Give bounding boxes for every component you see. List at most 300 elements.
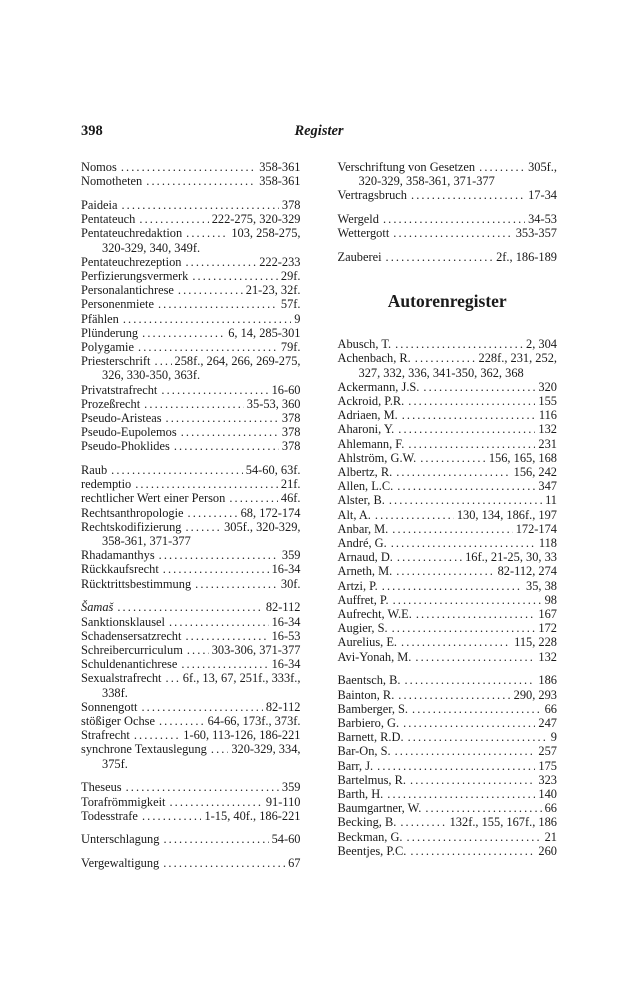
right-column [338, 160, 558, 880]
dot-leader [415, 650, 535, 664]
index-entry [81, 477, 301, 491]
index-entry [338, 815, 558, 829]
entry-pages: 320 [538, 379, 557, 394]
entry-term: Raub [81, 463, 108, 478]
entry-continuation: 326, 330-350, 363f. [102, 368, 201, 383]
entry-term: Torafrömmigkeit [81, 794, 166, 809]
entry-term: Bamberger, S. [337, 701, 409, 716]
index-entry [338, 673, 558, 687]
entry-pages: 64-66, 173f., 373f. [207, 714, 301, 729]
entry-pages: 175 [538, 758, 557, 773]
dot-leader [412, 702, 542, 716]
dot-leader [408, 730, 548, 744]
entry-term: Plünderung [81, 325, 139, 340]
dot-leader [117, 600, 262, 614]
index-entry [338, 579, 558, 593]
entry-term: Unterschlagung [81, 832, 160, 847]
entry-term: Nomos [81, 160, 117, 174]
dot-leader [479, 160, 525, 174]
index-entry [81, 255, 301, 269]
entry-pages: 132 [538, 649, 557, 664]
index-group [338, 160, 558, 203]
dot-leader [408, 394, 535, 408]
entry-term: Ackermann, J.S. [337, 379, 420, 394]
entry-pages: 103, 258-275, [231, 226, 301, 241]
dot-leader [161, 383, 268, 397]
entry-pages: 378 [281, 425, 301, 440]
index-entry [81, 728, 301, 742]
entry-pages: 359 [281, 548, 301, 563]
entry-term: Priesterschrift [81, 354, 151, 369]
entry-term: Abusch, T. [337, 337, 392, 352]
entry-term: Zauberei [337, 250, 382, 265]
entry-term: Alt, A. [337, 507, 371, 522]
index-entry [81, 562, 301, 576]
entry-pages: 290, 293 [513, 687, 557, 702]
entry-term: Strafrecht [81, 728, 130, 743]
dot-leader [155, 354, 172, 368]
entry-pages: 323 [538, 772, 557, 787]
entry-pages: 257 [538, 744, 557, 759]
entry-pages: 30f. [280, 576, 301, 591]
entry-pages: 6f., 13, 67, 251f., 333f., [182, 671, 301, 686]
entry-term: rechtlicher Wert einer Person [81, 491, 226, 506]
entry-term: Schadensersatzrecht [81, 628, 182, 643]
entry-continuation: 375f. [102, 756, 128, 771]
entry-term: Rücktrittsbestimmung [81, 576, 192, 591]
index-entry [81, 700, 301, 714]
entry-pages: 222-275, 320-329 [211, 212, 301, 227]
entry-term: Todesstrafe [81, 808, 138, 823]
index-entry [81, 657, 301, 671]
dot-leader [138, 340, 278, 354]
entry-pages: 186 [538, 673, 557, 688]
entry-term: Arneth, M. [337, 564, 393, 579]
index-entry [81, 312, 301, 326]
entry-pages: 17-34 [528, 188, 557, 203]
entry-term: Ahlemann, F. [337, 436, 405, 451]
dot-leader [383, 212, 525, 226]
index-entry [81, 714, 301, 728]
entry-term: Alster, B. [337, 493, 385, 508]
entry-pages: 35-53, 360 [246, 396, 301, 411]
dot-leader [185, 629, 268, 643]
dot-leader [188, 506, 238, 520]
dot-leader [111, 463, 243, 477]
dot-leader [420, 451, 486, 465]
entry-term: Avi-Yonah, M. [337, 649, 412, 664]
dot-leader [159, 714, 205, 728]
index-entry [338, 830, 558, 844]
entry-term: Verschriftung von Gesetzen [337, 160, 476, 174]
index-entry [338, 479, 558, 493]
entry-pages: 9 [550, 730, 557, 745]
entry-term: Barnett, R.D. [337, 730, 404, 745]
index-entry [81, 809, 301, 823]
index-entry [81, 340, 301, 354]
entry-term: Beckman, G. [337, 829, 403, 844]
entry-pages: 320-329, 334, [231, 742, 301, 757]
index-entry [81, 463, 301, 477]
dot-leader [121, 198, 278, 212]
dot-leader [185, 255, 256, 269]
entry-term: Baentsch, B. [337, 673, 401, 688]
entry-term: Šamaš [81, 600, 114, 615]
entry-pages: 305f., 320-329, [224, 519, 301, 534]
index-group [81, 780, 301, 823]
dot-leader [398, 688, 510, 702]
dot-leader [181, 657, 268, 671]
dot-leader [382, 579, 523, 593]
dot-leader [398, 422, 535, 436]
entry-pages: 66 [544, 801, 557, 816]
subject-register-left-column [81, 160, 301, 880]
entry-term: Aharoni, Y. [337, 422, 395, 437]
dot-leader [229, 491, 278, 505]
index-entry [338, 351, 558, 365]
dot-leader [195, 577, 278, 591]
index-entry [338, 759, 558, 773]
index-entry [81, 160, 301, 174]
dot-leader [416, 607, 536, 621]
running-title: Register [294, 123, 344, 139]
subject-register-right-column [338, 160, 558, 264]
index-entry [338, 801, 558, 815]
entry-term: Vergewaltigung [81, 856, 160, 871]
entry-pages: 16-34 [271, 657, 301, 672]
index-entry [81, 615, 301, 629]
index-group [81, 856, 301, 870]
entry-term: Polygamie [81, 339, 134, 354]
index-entry [338, 226, 558, 240]
index-group [81, 198, 301, 454]
entry-term: Vertragsbruch [337, 188, 407, 203]
entry-term: Nomotheten [81, 174, 143, 189]
index-entry [338, 408, 558, 422]
entry-pages: 1-60, 113-126, 186-221 [183, 728, 301, 743]
index-entry [81, 832, 301, 846]
entry-term: Ahlström, G.W. [337, 450, 417, 465]
entry-term: André, G. [337, 536, 387, 551]
entry-term: Achenbach, R. [337, 351, 411, 366]
dot-leader [423, 380, 535, 394]
entry-term: Aufrecht, W.E. [337, 607, 412, 622]
entry-term: Aurelius, E. [337, 635, 398, 650]
dot-leader [185, 520, 221, 534]
index-entry [338, 744, 558, 758]
entry-term: Rechtskodifizierung [81, 519, 182, 534]
index-entry [338, 650, 558, 664]
dot-leader [397, 479, 535, 493]
index-entry [338, 716, 558, 730]
entry-continuation: 338f. [102, 685, 128, 700]
dot-leader [163, 856, 285, 870]
entry-term: Perfizierungsvermerk [81, 268, 189, 283]
index-entry [81, 795, 301, 809]
entry-term: Personalantichrese [81, 283, 174, 298]
entry-term: Pseudo-Phoklides [81, 439, 170, 454]
index-entry [338, 607, 558, 621]
index-entry [338, 493, 558, 507]
entry-pages: 91-110 [265, 794, 301, 809]
index-entry [81, 491, 301, 505]
entry-pages: 79f. [280, 339, 301, 354]
dot-leader [169, 795, 262, 809]
entry-continuation: 320-329, 340, 349f. [102, 240, 201, 255]
dot-leader [393, 226, 512, 240]
entry-pages: 115, 228 [514, 635, 557, 650]
index-entry [338, 621, 558, 635]
index-group [338, 337, 558, 664]
entry-pages: 303-306, 371-377 [211, 643, 301, 657]
index-entry [338, 380, 558, 394]
index-entry [81, 856, 301, 870]
entry-term: Bartelmus, R. [337, 772, 406, 787]
index-entry [338, 451, 558, 465]
entry-pages: 132 [538, 422, 557, 437]
entry-term: redemptio [81, 477, 132, 492]
index-entry [81, 226, 301, 240]
dot-leader [407, 830, 542, 844]
entry-pages: 358-361 [259, 160, 301, 174]
index-entry [338, 536, 558, 550]
dot-leader [400, 815, 446, 829]
index-entry [81, 425, 301, 439]
register-content [81, 160, 557, 880]
entry-pages: 21-23, 32f. [245, 283, 301, 298]
index-entry [81, 397, 301, 411]
entry-pages: 54-60 [271, 832, 301, 847]
index-entry [338, 437, 558, 451]
entry-term: Rhadamanthys [81, 548, 155, 563]
dot-leader [159, 548, 279, 562]
entry-term: Beentjes, P.C. [337, 843, 407, 858]
dot-leader [211, 742, 228, 756]
entry-pages: 358-361 [259, 174, 301, 189]
entry-pages: 2, 304 [526, 337, 557, 352]
entry-pages: 46f. [280, 491, 301, 506]
entry-pages: 82-112 [265, 600, 301, 615]
entry-term: Baumgartner, W. [337, 801, 422, 816]
entry-term: Sexualstrafrecht [81, 671, 162, 686]
entry-term: Ackroid, P.R. [337, 394, 405, 409]
dot-leader [181, 425, 279, 439]
entry-pages: 228f., 231, 252, [478, 351, 557, 366]
index-entry [81, 600, 301, 614]
index-group [338, 250, 558, 264]
entry-pages: 359 [281, 780, 301, 795]
index-entry [338, 564, 558, 578]
index-group [81, 600, 301, 770]
dot-leader [163, 832, 268, 846]
dot-leader [174, 439, 279, 453]
entry-term: Auffret, P. [337, 592, 389, 607]
dot-leader [401, 635, 511, 649]
entry-pages: 156, 242 [513, 465, 557, 480]
entry-pages: 16-60 [271, 382, 301, 397]
dot-leader [141, 700, 262, 714]
index-entry [81, 297, 301, 311]
dot-leader [158, 297, 278, 311]
index-entry [338, 730, 558, 744]
index-entry [81, 411, 301, 425]
index-group [81, 463, 301, 591]
entry-pages: 1-15, 40f., 186-221 [204, 808, 301, 823]
entry-pages: 172-174 [515, 521, 557, 536]
index-entry [338, 593, 558, 607]
page-number: 398 [81, 123, 103, 139]
index-entry [81, 548, 301, 562]
dot-leader [410, 844, 535, 858]
entry-term: Artzi, P. [337, 578, 378, 593]
entry-term: Barth, H. [337, 787, 384, 802]
index-entry [338, 773, 558, 787]
entry-pages: 82-112 [265, 699, 301, 714]
dot-leader [166, 671, 180, 685]
index-entry [81, 506, 301, 520]
entry-pages: 258f., 264, 266, 269-275, [174, 354, 301, 369]
page-header [81, 123, 557, 140]
entry-term: Pentateuchredaktion [81, 226, 183, 241]
entry-term: Augier, S. [337, 621, 388, 636]
entry-pages: 11 [545, 493, 557, 508]
entry-term: stößiger Ochse [81, 714, 155, 729]
dot-leader [186, 226, 228, 240]
index-entry [338, 787, 558, 801]
dot-leader [392, 522, 512, 536]
dot-leader [397, 550, 462, 564]
index-entry [338, 250, 558, 264]
index-entry [338, 212, 558, 226]
index-group [81, 832, 301, 846]
entry-term: Personenmiete [81, 297, 154, 312]
entry-pages: 305f., [528, 160, 557, 174]
entry-term: Barr, J. [337, 758, 374, 773]
entry-pages: 21f. [280, 477, 301, 492]
entry-term: Pfählen [81, 311, 119, 326]
entry-pages: 222-233 [259, 254, 301, 269]
dot-leader [375, 508, 454, 522]
index-entry [81, 269, 301, 283]
entry-term: Sonnengott [81, 699, 138, 714]
entry-term: Pseudo-Eupolemos [81, 425, 177, 440]
index-entry [338, 422, 558, 436]
dot-leader [411, 188, 525, 202]
entry-term: Prozeßrecht [81, 396, 141, 411]
index-entry [81, 174, 301, 188]
entry-pages: 67 [288, 856, 301, 871]
index-group [338, 673, 558, 858]
dot-leader [396, 564, 494, 578]
entry-pages: 66 [544, 701, 557, 716]
dot-leader [187, 643, 209, 657]
dot-leader [163, 562, 269, 576]
index-entry [338, 508, 558, 522]
entry-pages: 156, 165, 168 [488, 450, 557, 465]
entry-pages: 57f. [280, 297, 301, 312]
index-entry [338, 522, 558, 536]
entry-term: Anbar, M. [337, 521, 389, 536]
entry-pages: 130, 134, 186f., 197 [456, 507, 557, 522]
dot-leader [126, 780, 279, 794]
dot-leader [425, 801, 541, 815]
index-entry [81, 629, 301, 643]
entry-term: Adriaen, M. [337, 408, 398, 423]
entry-term: Pentateuchrezeption [81, 254, 182, 269]
entry-term: Bainton, R. [337, 687, 395, 702]
index-entry [338, 550, 558, 564]
dot-leader [396, 465, 510, 479]
dot-leader [389, 493, 542, 507]
entry-pages: 16-34 [271, 562, 301, 577]
entry-term: Bar-On, S. [337, 744, 391, 759]
entry-term: Privatstrafrecht [81, 382, 158, 397]
index-entry [81, 742, 301, 756]
entry-term: Paideia [81, 197, 118, 212]
entry-term: Pseudo-Aristeas [81, 410, 162, 425]
entry-pages: 118 [538, 536, 557, 551]
entry-pages: 9 [294, 311, 301, 326]
dot-leader [166, 411, 279, 425]
index-entry [81, 439, 301, 453]
dot-leader [402, 408, 536, 422]
entry-term: Rechtsanthropologie [81, 505, 184, 520]
entry-term: Becking, B. [337, 815, 397, 830]
entry-term: Barbiero, G. [337, 716, 400, 730]
entry-pages: 68, 172-174 [240, 505, 301, 520]
entry-pages: 116 [538, 408, 557, 423]
index-entry [338, 394, 558, 408]
entry-term: Theseus [81, 780, 122, 795]
dot-leader [395, 337, 523, 351]
dot-leader [123, 312, 291, 326]
author-register-heading: Autorenregister [387, 291, 507, 312]
dot-leader [135, 477, 278, 491]
entry-pages: 16-53 [271, 628, 301, 643]
index-entry [338, 702, 558, 716]
index-entry [81, 520, 301, 534]
dot-leader [403, 716, 535, 730]
entry-pages: 378 [281, 197, 301, 212]
index-entry [81, 577, 301, 591]
dot-leader [178, 283, 243, 297]
dot-leader [144, 397, 244, 411]
dot-leader [410, 773, 535, 787]
entry-pages: 155 [538, 394, 557, 409]
entry-pages: 132f., 155, 167f., 186 [449, 815, 557, 830]
index-entry [81, 212, 301, 226]
index-entry [81, 283, 301, 297]
dot-leader [404, 673, 535, 687]
entry-term: Albertz, R. [337, 465, 393, 480]
dot-leader [142, 326, 225, 340]
dot-leader [408, 437, 535, 451]
entry-pages: 98 [544, 592, 557, 607]
entry-pages: 353-357 [515, 226, 557, 241]
entry-pages: 378 [281, 410, 301, 425]
entry-pages: 378 [281, 439, 301, 454]
entry-continuation: 358-361, 371-377 [102, 534, 191, 549]
entry-pages: 16f., 21-25, 30, 33 [465, 550, 557, 565]
entry-term: Allen, L.C. [337, 479, 394, 494]
index-entry [338, 688, 558, 702]
entry-term: Wettergott [337, 226, 390, 241]
index-entry [338, 635, 558, 649]
index-entry [81, 326, 301, 340]
index-entry [81, 354, 301, 368]
dot-leader [386, 250, 494, 264]
entry-pages: 247 [538, 716, 557, 730]
